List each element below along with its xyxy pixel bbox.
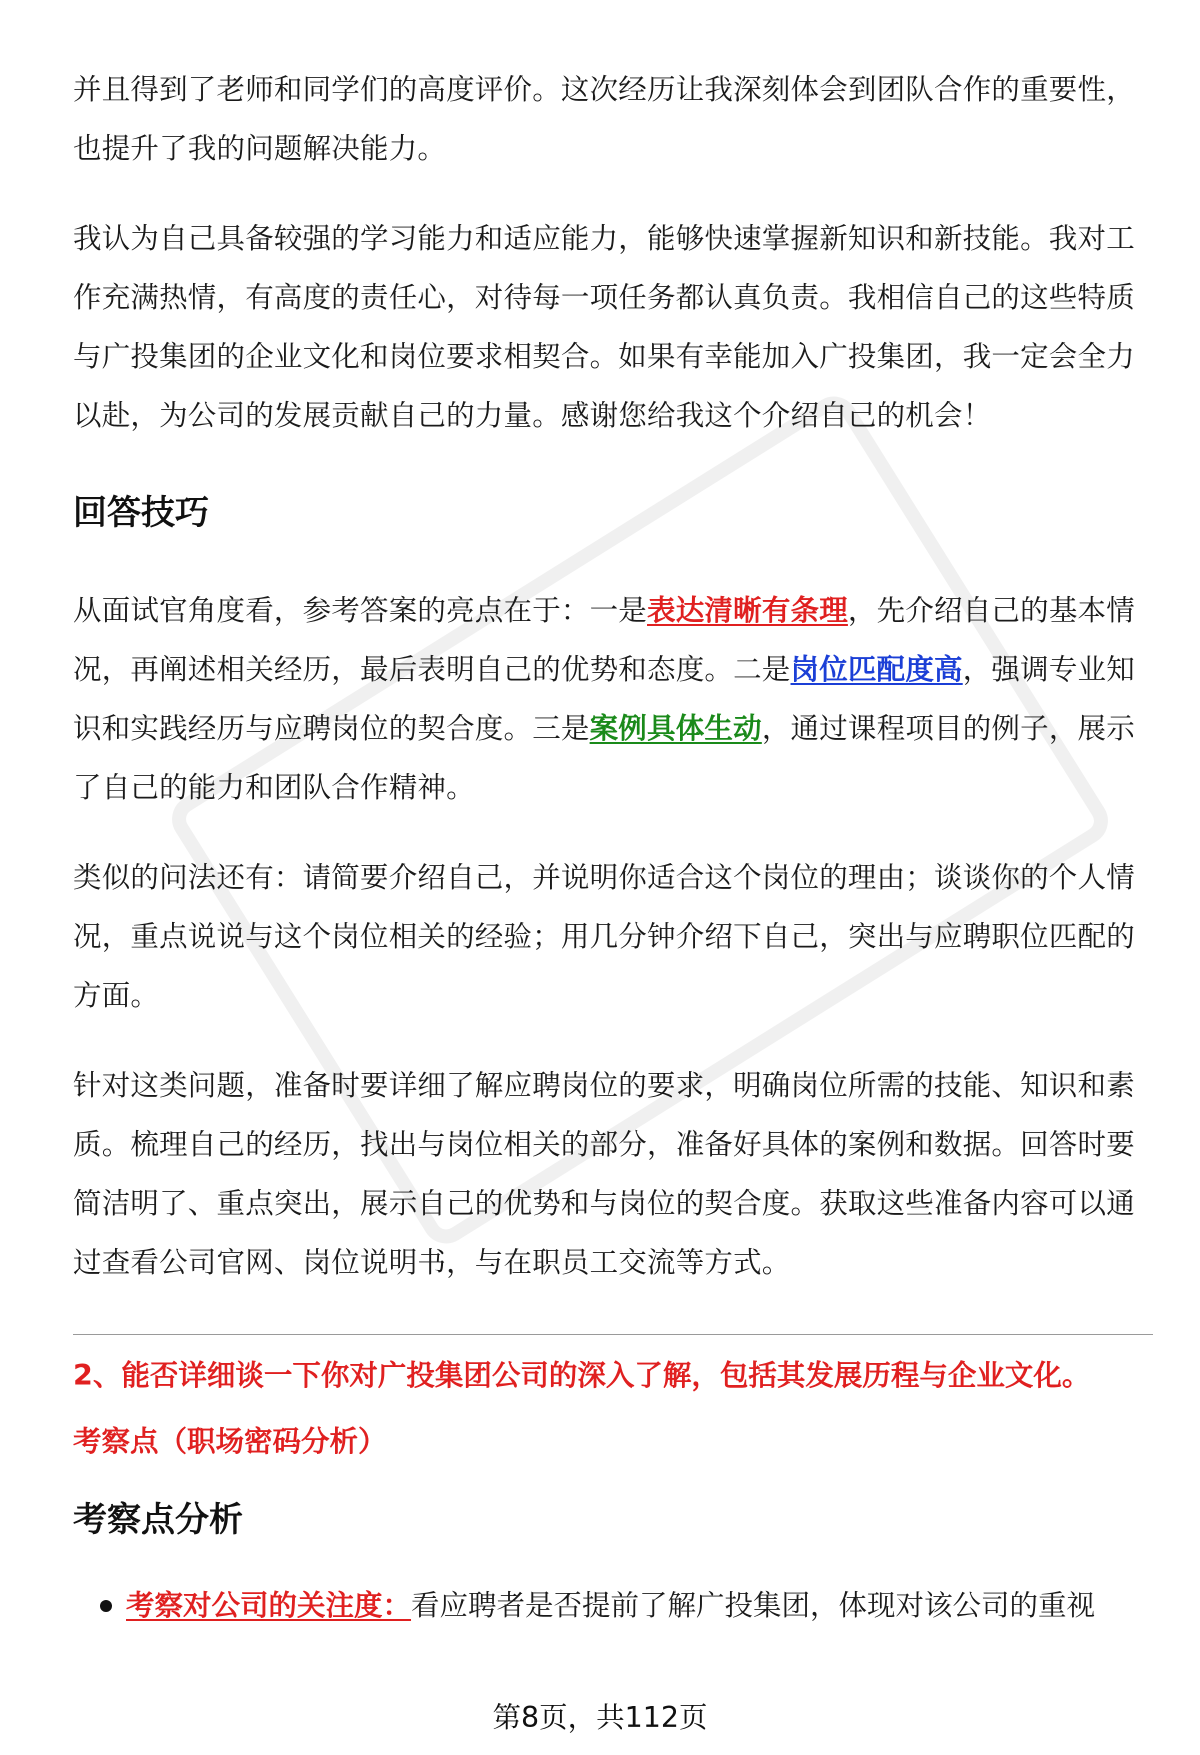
paragraph-tips <box>73 581 1153 817</box>
paragraph-preparation: 针对这类问题，准备时要详细了解应聘岗位的要求，明确岗位所需的技能、知识和素质。梳理自己的经历，找出与岗位相关的部分，准备好具体的案例和数据。回答时要简洁明了、重点突出，展示自己的优势和与岗位的契合度。获取这些准备内容可以通过查看公司官网、岗位说明书，与在职员工交流等方式。 <box>73 1069 1135 1279</box>
heading-assessment-analysis: 考察点分析 <box>73 1500 243 1540</box>
assessment-points-heading: 考察点（职场密码分析） <box>73 1425 387 1458</box>
paragraph-similar-questions: 类似的问法还有：请简要介绍自己，并说明你适合这个岗位的理由；谈谈你的个人情况，重点说说与这个岗位相关的经验；用几分钟介绍下自己，突出与应聘职位匹配的方面。 <box>73 861 1135 1012</box>
bullet-label: 考察对公司的关注度： <box>126 1589 412 1622</box>
highlight-vivid-case: 案例具体生动 <box>589 712 762 745</box>
highlight-job-match: 岗位匹配度高 <box>790 653 963 686</box>
bullet-text: 看应聘者是否提前了解广投集团，体现对该公司的重视 <box>411 1589 1096 1622</box>
tips-text-1: 从面试官角度看，参考答案的亮点在于：一是 <box>73 594 648 627</box>
paragraph-self-assessment: 我认为自己具备较强的学习能力和适应能力，能够快速掌握新知识和新技能。我对工作充满热情，有高度的责任心，对待每一项任务都认真负责。我相信自己的这些特质与广投集团的企业文化和岗位要求相契合。如果有幸能加入广投集团，我一定会全力以赴，为公司的发展贡献自己的力量。感谢您给我这个介绍自己的机会！ <box>73 222 1135 432</box>
tips-text-2: ，先介绍自己的基本情况，再阐述相关经历，最后表明自己的优势和态度。二是 <box>73 594 1135 686</box>
tips-text-4: ，通过课程项目的例子，展示了自己的能力和团队合作精神。 <box>73 712 1135 804</box>
highlight-clear-expression: 表达清晰有条理 <box>647 594 848 627</box>
heading-answer-tips: 回答技巧 <box>73 493 209 533</box>
document-page <box>73 60 1153 1634</box>
paragraph-experience-end: 并且得到了老师和同学们的高度评价。这次经历让我深刻体会到团队合作的重要性，也提升了我的问题解决能力。 <box>73 73 1135 165</box>
question-2: 2、能否详细谈一下你对广投集团公司的深入了解，包括其发展历程与企业文化。 <box>73 1359 1091 1392</box>
page-footer: 第8页，共112页 <box>492 1701 708 1734</box>
bullet-item <box>73 1578 1153 1634</box>
bullet-dot-icon <box>100 1600 112 1612</box>
tips-text-3: ，强调专业知识和实践经历与应聘岗位的契合度。三是 <box>73 653 1135 745</box>
